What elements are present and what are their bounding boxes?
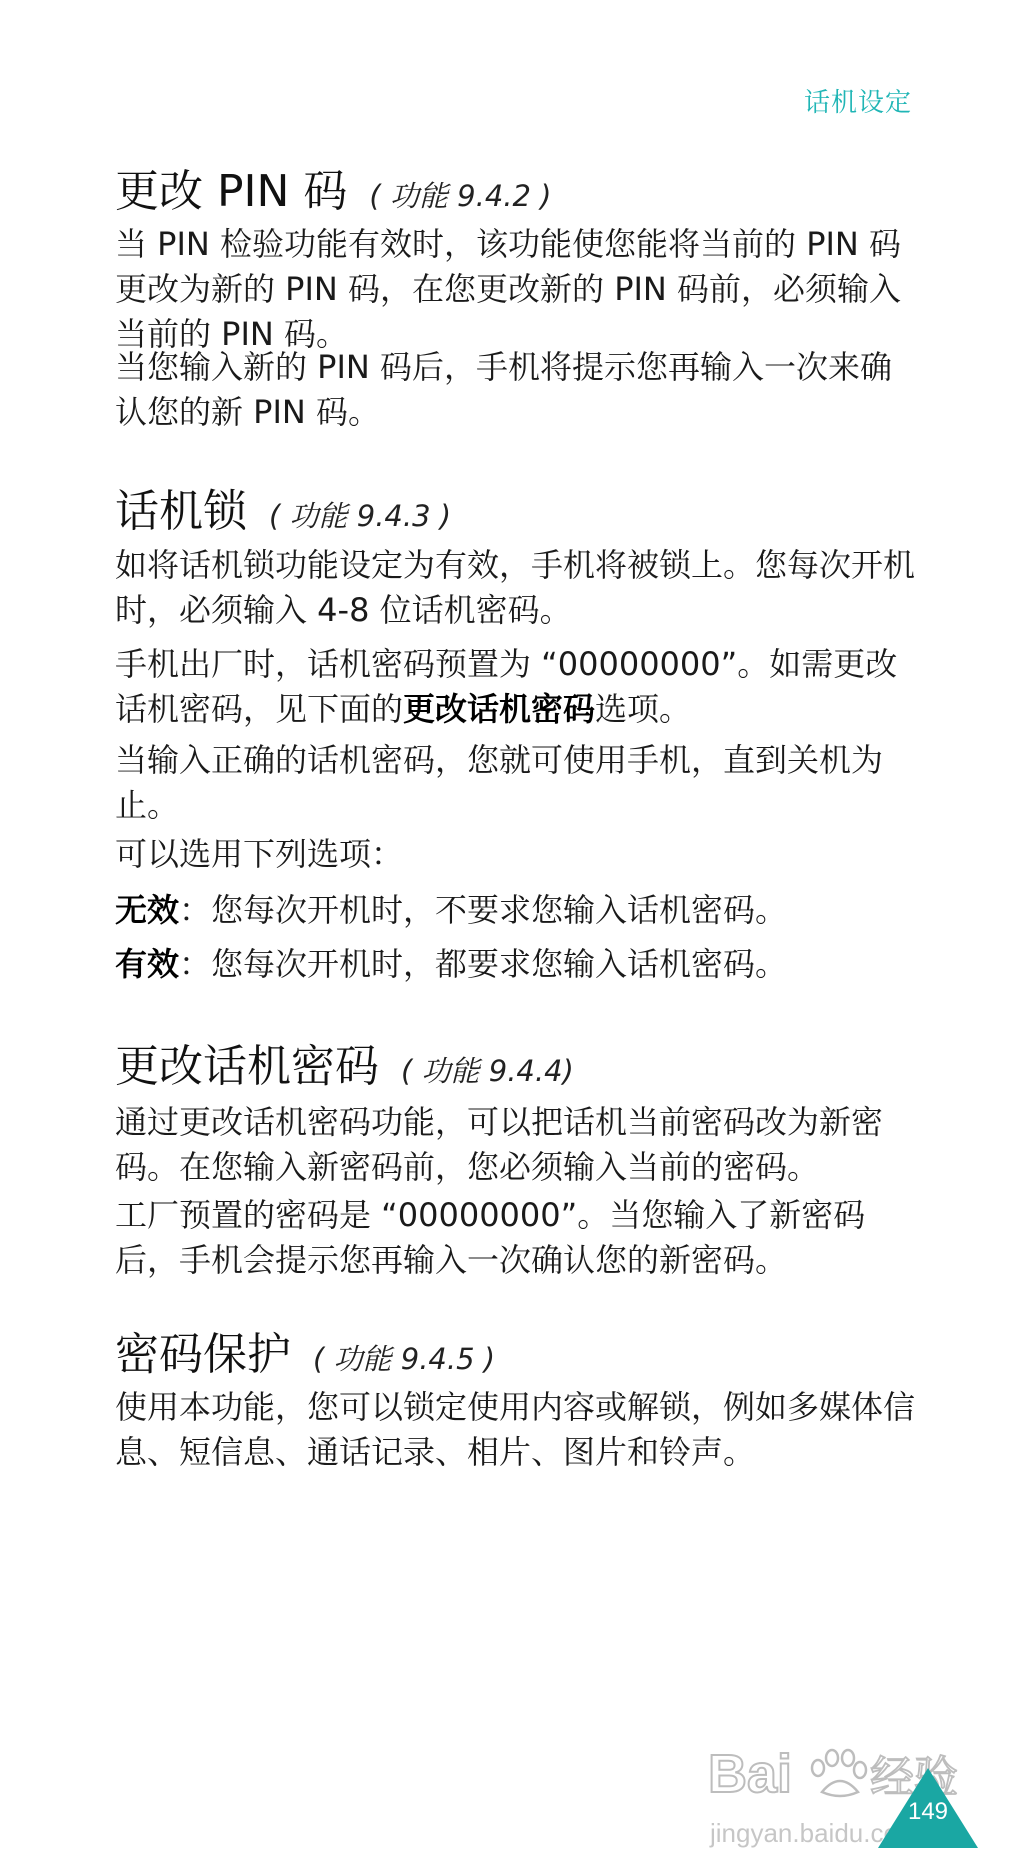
paragraph: 当 PIN 检验功能有效时，该功能使您能将当前的 PIN 码更改为新的 PIN 码，在您更改新的 PIN 码前，必须输入当前的 PIN 码。 <box>115 225 902 353</box>
paragraph-text: 手机出厂时，话机密码预置为 “00000000”。如需更改话机密码，见下面的 <box>115 645 898 728</box>
section-title-phone-lock <box>115 475 451 539</box>
paragraph: 当输入正确的话机密码，您就可使用手机，直到关机为止。 <box>115 741 884 824</box>
watermark-url: jingyan.baidu.com <box>710 1818 920 1848</box>
svg-text:Bai: Bai <box>708 1744 793 1804</box>
section-title-text: 密码保护 <box>115 1329 291 1380</box>
paragraph: 当您输入新的 PIN 码后，手机将提示您再输入一次来确认您的新 PIN 码。 <box>115 348 893 431</box>
paragraph: 如将话机锁功能设定为有效，手机将被锁上。您每次开机时，必须输入 4-8 位话机密码。 <box>115 546 916 629</box>
section-title-text: 话机锁 <box>115 486 247 537</box>
section-title-text: 更改话机密码 <box>115 1041 379 1092</box>
svg-text:经验: 经验 <box>870 1752 958 1803</box>
option-item-enabled <box>115 942 915 987</box>
function-number: ( 功能 9.4.5 ) <box>313 1342 496 1376</box>
section-title-text: 更改 PIN 码 <box>115 166 348 217</box>
paragraph-with-bold <box>115 642 915 732</box>
section-title-change-phone-password <box>115 1030 574 1094</box>
page-number: 149 <box>907 1798 949 1825</box>
section-title-password-protection <box>115 1318 495 1382</box>
paragraph-text: 选项。 <box>595 690 692 728</box>
bold-reference: 更改话机密码 <box>403 690 596 728</box>
section-title-change-pin <box>115 155 551 219</box>
function-number: ( 功能 9.4.4) <box>401 1054 574 1088</box>
paragraph: 通过更改话机密码功能，可以把话机当前密码改为新密码。在您输入新密码前，您必须输入当前的密码。 <box>115 1103 884 1186</box>
paragraph: 工厂预置的密码是 “00000000”。当您输入了新密码后，手机会提示您再输入一次确认您的新密码。 <box>115 1196 866 1279</box>
paragraph: 可以选用下列选项： <box>115 835 404 873</box>
option-term: 有效 <box>115 945 180 983</box>
option-description: ：您每次开机时，不要求您输入话机密码。 <box>179 891 788 929</box>
function-number: ( 功能 9.4.2 ) <box>369 179 552 213</box>
option-description: ：您每次开机时，都要求您输入话机密码。 <box>179 945 788 983</box>
paragraph: 使用本功能，您可以锁定使用内容或解锁，例如多媒体信息、短信息、通话记录、相片、图片和铃声。 <box>115 1388 916 1471</box>
function-number: ( 功能 9.4.3 ) <box>269 499 452 533</box>
option-term: 无效 <box>115 891 180 929</box>
running-header: 话机设定 <box>803 88 912 118</box>
option-item-disabled <box>115 888 915 933</box>
